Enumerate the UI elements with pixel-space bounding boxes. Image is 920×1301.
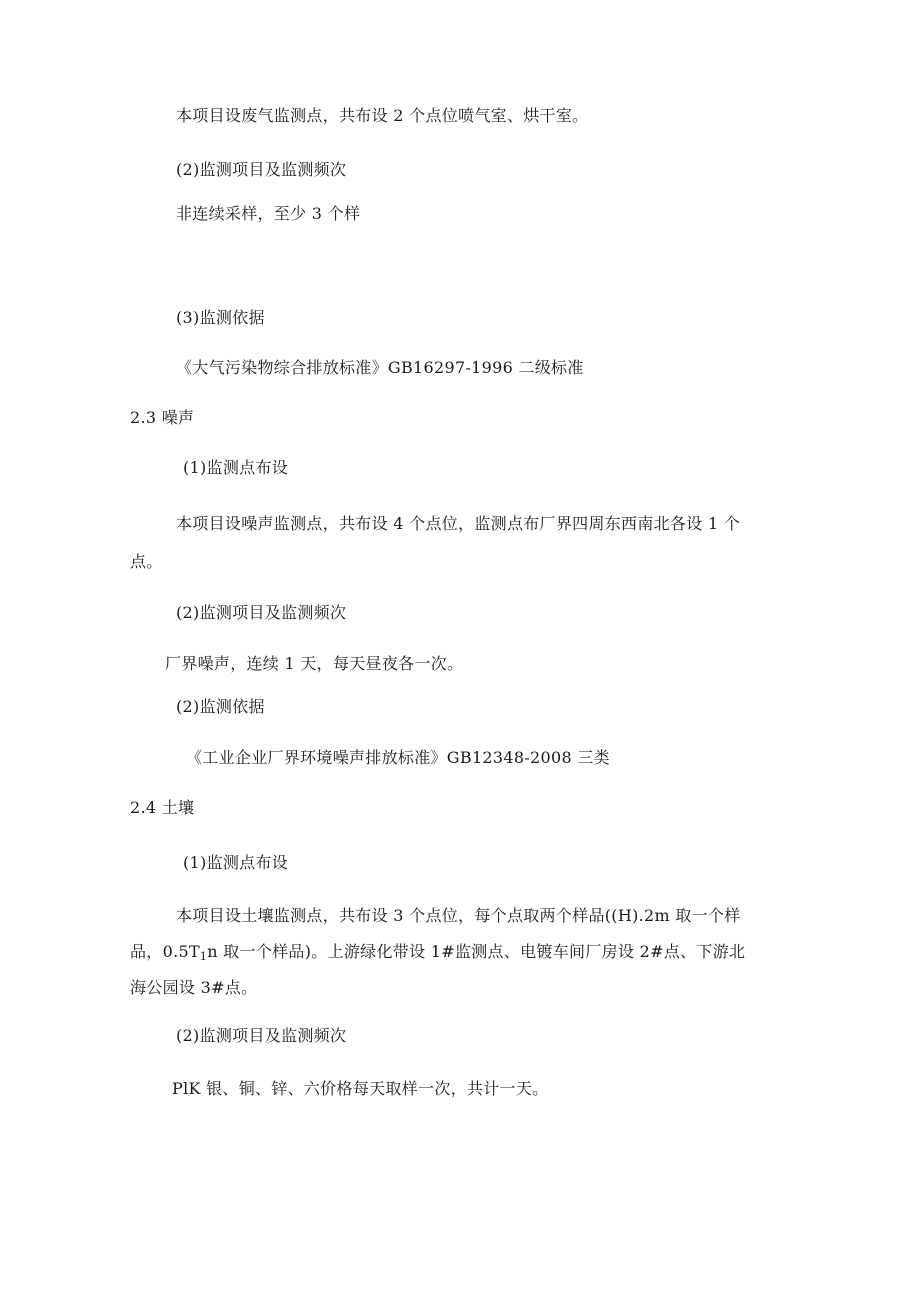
paragraph-noise-points-line2: 点。 [130,552,163,571]
paragraph-noise-standard: 《工业企业厂界环境噪声排放标准》GB12348-2008 三类 [186,748,610,767]
paragraph-soil-points-line2 [130,942,745,962]
subheading-noise-points: (1)监测点布设 [183,458,289,477]
paragraph-exhaust-points: 本项目设废气监测点，共布设 2 个点位喷气室、烘干室。 [176,106,589,125]
soil-line2-subscript: 1 [199,950,208,963]
paragraph-noise-points-line1: 本项目设噪声监测点，共布设 4 个点位，监测点布厂界四周东西南北各设 1 个 [176,514,741,533]
soil-line2-suffix: n 取一个样品)。上游绿化带设 1#监测点、电镀车间厂房设 2#点、下游北 [207,942,746,961]
section-heading-noise: 2.3 噪声 [130,408,195,427]
subheading-soil-points: (1)监测点布设 [183,853,289,872]
paragraph-soil-frequency: PlK 银、铜、锌、六价格每天取样一次，共计一天。 [172,1079,549,1098]
paragraph-soil-points-line3: 海公园设 3#点。 [130,978,258,997]
section-heading-soil: 2.4 土壤 [130,798,195,817]
subheading-monitoring-basis-1: (3)监测依据 [176,308,265,327]
paragraph-noise-frequency: 厂界噪声，连续 1 天，每天昼夜各一次。 [165,654,464,673]
paragraph-soil-points-line1: 本项目设土壤监测点，共布设 3 个点位，每个点取两个样品((H).2m 取一个样 [176,906,741,925]
subheading-monitoring-items-1: (2)监测项目及监测频次 [176,160,347,179]
soil-line2-prefix: 品，0.5T [130,942,200,961]
subheading-soil-items: (2)监测项目及监测频次 [176,1026,347,1045]
subheading-noise-basis: (2)监测依据 [176,697,265,716]
paragraph-air-standard: 《大气污染物综合排放标准》GB16297-1996 二级标准 [176,358,584,377]
paragraph-sampling: 非连续采样，至少 3 个样 [176,204,361,223]
subheading-noise-items: (2)监测项目及监测频次 [176,603,347,622]
